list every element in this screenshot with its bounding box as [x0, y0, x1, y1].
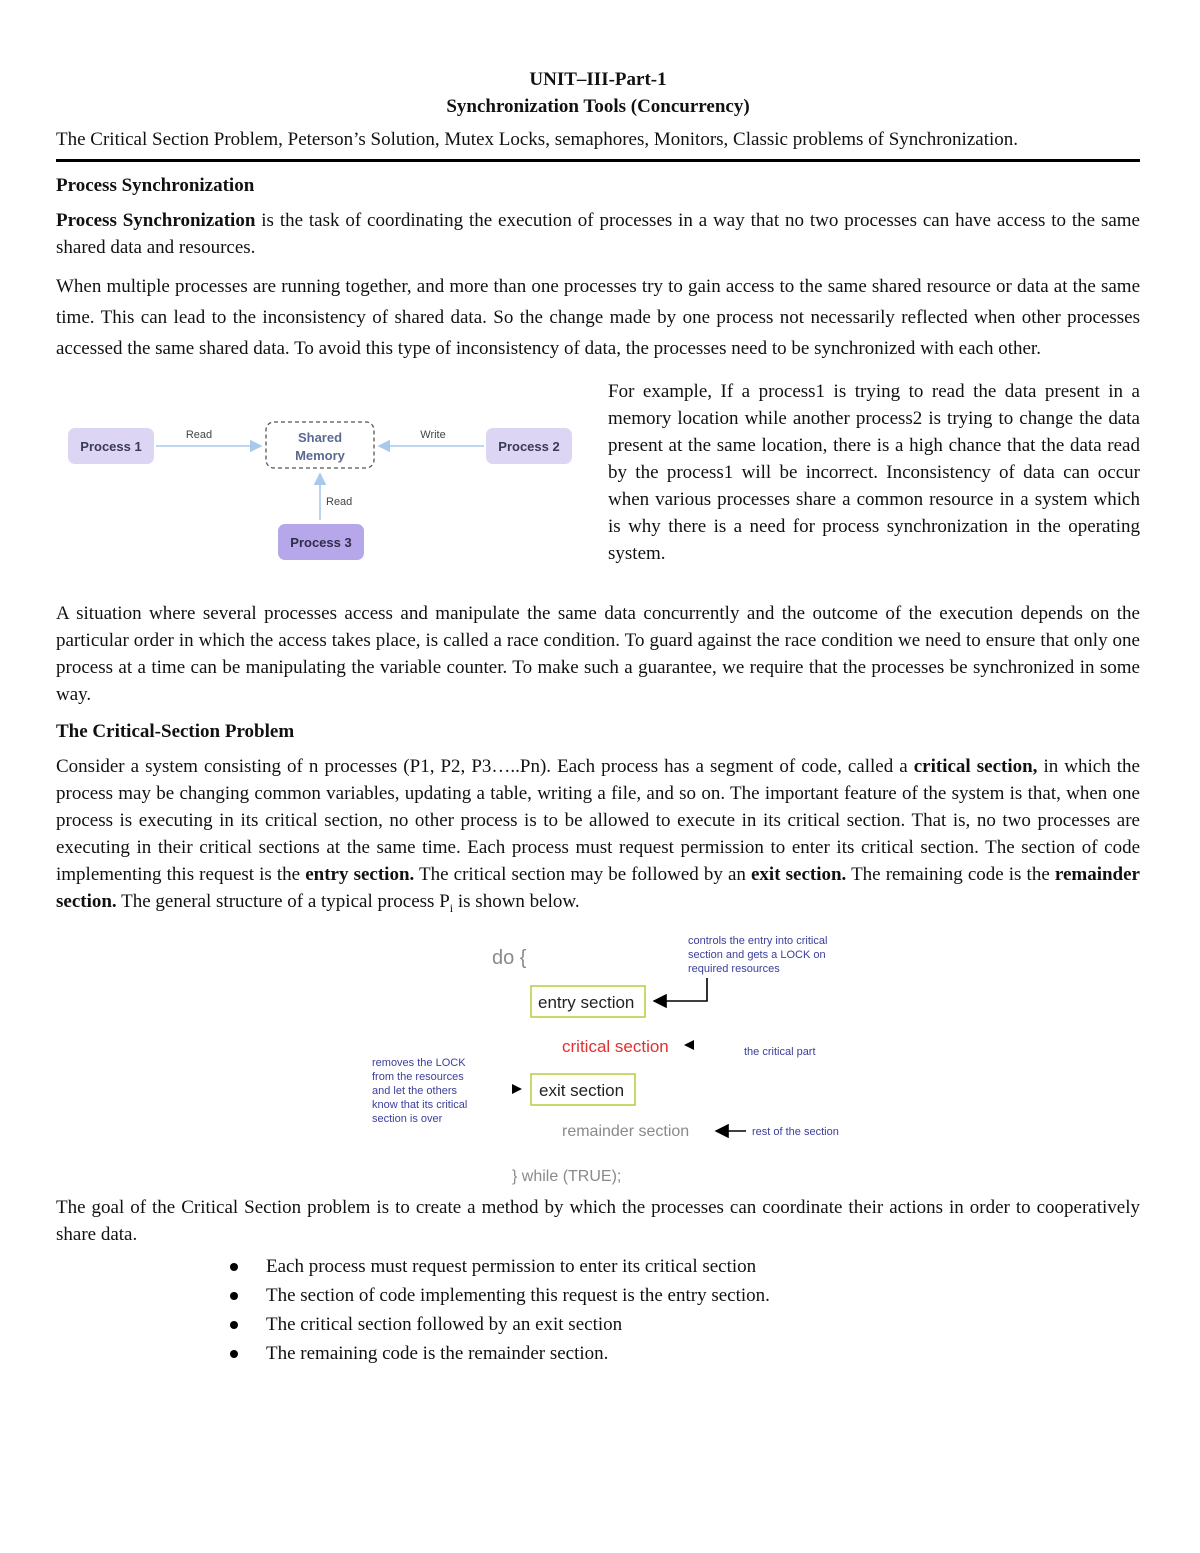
list-item: The remaining code is the remainder section.: [266, 1339, 1140, 1368]
while-true-line: } while (TRUE);: [512, 1167, 622, 1185]
section-heading-process-sync: Process Synchronization: [56, 175, 255, 196]
example-paragraph: For example, If a process1 is trying to read the data present in a memory location while another process2 is trying to change the data present at the same location, there is a high chance that the data read by the process1 will be incorrect. Inconsistency of data can occur when various processes share a common resource in a system which is why there is a need for process synchronization in the operating system.: [608, 381, 1140, 564]
exit-note-line5: section is over: [372, 1112, 443, 1125]
read-label-1: Read: [185, 429, 213, 441]
process2-label: Process 2: [498, 439, 560, 454]
definition-term: Process Synchronization: [56, 210, 256, 231]
topics-line: The Critical Section Problem, Peterson’s Solution, Mutex Locks, semaphores, Monitors, Classic problems of Synchronization.: [56, 129, 1019, 150]
section-heading-critical: The Critical-Section Problem: [56, 721, 295, 742]
document-page: [56, 66, 1140, 1368]
process1-label: Process 1: [80, 439, 142, 454]
definition-paragraph: Process Synchronization is the task of coordinating the execution of processes in a way that no two processes can have access to the same shared data and resources.: [56, 210, 1140, 258]
exit-note-line2: from the resources: [372, 1070, 464, 1083]
entry-note-line3: required resources: [688, 962, 780, 975]
entry-note-line2: section and gets a LOCK on: [688, 948, 826, 961]
process3-label: Process 3: [290, 535, 352, 550]
remainder-section-label: remainder section: [562, 1122, 690, 1140]
exit-section-label: exit section: [539, 1080, 625, 1100]
exit-note: [372, 1057, 467, 1125]
entry-section-label: entry section: [538, 992, 635, 1012]
list-item: The critical section followed by an exit section: [266, 1310, 1140, 1339]
shared-memory-line2: Memory: [295, 448, 345, 463]
horizontal-rule: [56, 159, 1140, 162]
write-label: Write: [420, 429, 446, 441]
paragraph-inconsistency: When multiple processes are running together, and more than one processes try to gain access to the same shared resource or data at the same time. This can lead to the inconsistency of shared data. So the change made by one process not necessarily reflected when other processes accessed the same shared data. To avoid this type of inconsistency of data, the processes need to be synchronized with each other.: [56, 276, 1140, 359]
shared-memory-diagram: [56, 400, 576, 580]
critical-section-paragraph: Consider a system consisting of n processes (P1, P2, P3…..Pn). Each process has a segment of code, called a critical section, in which the process may be changing common variables, updating a table, writing a file, and so on. The important feature of the system is that, when one process is executing in its critical section, no other process is to be allowed to execute in its critical section. That is, no two processes are executing in their critical sections at the same time. Each process must request permission to enter its critical section. The section of code implementing this request is the entry section. The critical section may be followed by an exit section. The remaining code is the remainder section. The general structure of a typical process $P_i$ is shown below.: [56, 756, 1140, 915]
entry-note-arrow: [654, 978, 707, 1001]
goal-paragraph: The goal of the Critical Section problem is to create a method by which the processes can coordinate their actions in order to cooperatively share data.: [56, 1196, 1140, 1245]
unit-title: UNIT–III-Part-1: [529, 69, 667, 90]
exit-note-line4: know that its critical: [372, 1098, 468, 1111]
read-label-3: Read: [326, 496, 353, 508]
subtitle: Synchronization Tools (Concurrency): [446, 96, 750, 117]
remainder-note: rest of the section: [752, 1125, 839, 1138]
do-keyword: do {: [492, 946, 527, 969]
critical-arrow: [684, 1040, 694, 1050]
exit-arrow: [512, 1084, 522, 1094]
critical-note: the critical part: [744, 1045, 816, 1058]
list-item: Each process must request permission to enter its critical section: [266, 1252, 1140, 1281]
list-item: The section of code implementing this request is the entry section.: [266, 1281, 1140, 1310]
requirements-list: [56, 1252, 1140, 1368]
example-row: [56, 378, 1140, 600]
entry-note-line1: controls the entry into critical: [688, 934, 828, 947]
race-condition-paragraph: A situation where several processes access and manipulate the same data concurrently and the outcome of the execution depends on the particular order in which the access takes place, is called a race condition. To guard against the race condition we need to ensure that only one process at a time can be manipulating the variable counter. To make such a guarantee, we require that the processes be synchronized in some way.: [56, 603, 1140, 705]
shared-memory-line1: Shared: [297, 430, 343, 445]
entry-note: [688, 935, 827, 975]
exit-note-line1: removes the LOCK: [372, 1056, 466, 1069]
critical-section-label: critical section: [562, 1036, 669, 1056]
process-structure-diagram: [56, 928, 1140, 1190]
exit-note-line3: and let the others: [372, 1084, 458, 1097]
